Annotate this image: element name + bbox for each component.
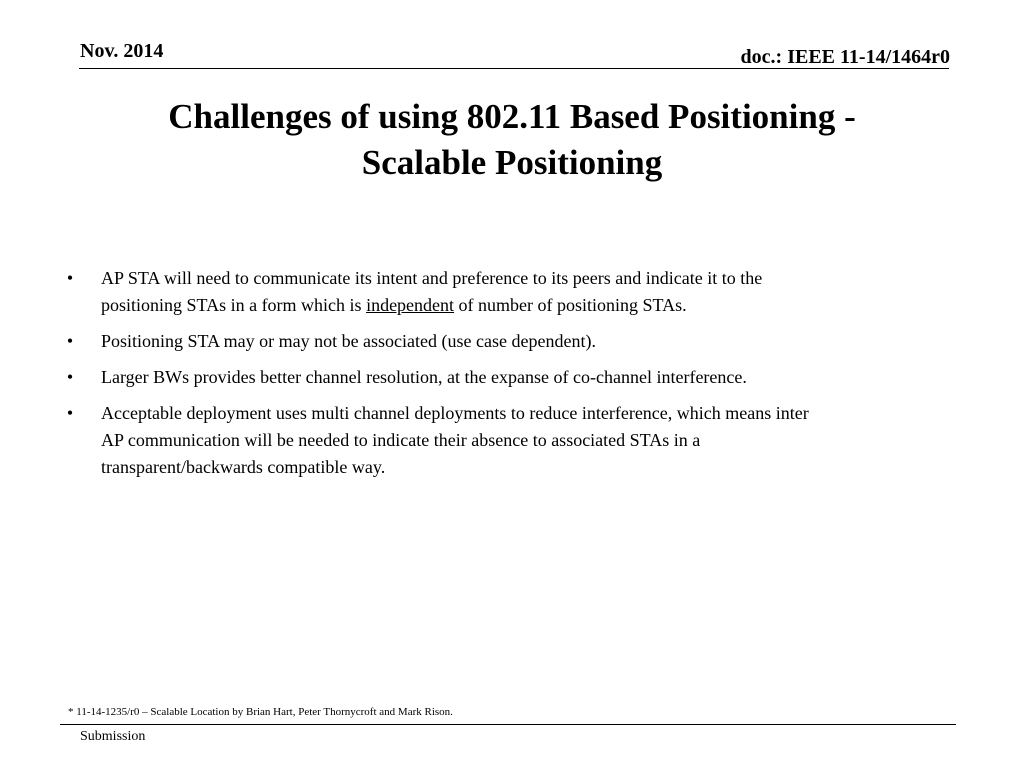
- document-id: doc.: IEEE 11-14/1464r0: [740, 46, 950, 68]
- footer-label: Submission: [80, 729, 146, 744]
- slide-title-line-2: Scalable Positioning: [361, 143, 663, 182]
- header-date: Nov. 2014: [80, 40, 164, 62]
- bullet-item: [60, 328, 820, 355]
- bullet-list: [60, 265, 820, 490]
- bullet-item: [60, 265, 820, 319]
- bullet-text: Larger BWs provides better channel resolution, at the expanse of co-channel interference.: [101, 367, 747, 387]
- slide-title: [60, 94, 964, 186]
- bullet-text: AP STA will need to communicate its intent and preference to its peers and indicate it to the positioning STAs in a form which is independent of number of positioning STAs.: [101, 268, 763, 315]
- bullet-icon: •: [66, 268, 74, 288]
- bullet-icon: •: [66, 403, 74, 423]
- bullet-item: [60, 400, 820, 481]
- footnote: * 11-14-1235/r0 – Scalable Location by Brian Hart, Peter Thornycroft and Mark Rison.: [68, 706, 453, 718]
- bullet-icon: •: [66, 331, 74, 351]
- bullet-text: Acceptable deployment uses multi channel deployments to reduce interference, which means inter AP communication will be needed to indicate their absence to associated STAs in a transparent/backwards compatible way.: [101, 403, 809, 477]
- slide-title-line-1: Challenges of using 802.11 Based Positioning -: [168, 97, 856, 136]
- header-divider: [79, 68, 949, 69]
- bullet-text: Positioning STA may or may not be associated (use case dependent).: [101, 331, 596, 351]
- underlined-term: independent: [366, 295, 455, 315]
- bullet-icon: •: [66, 367, 74, 387]
- footer-divider: [60, 724, 956, 725]
- bullet-item: [60, 364, 820, 391]
